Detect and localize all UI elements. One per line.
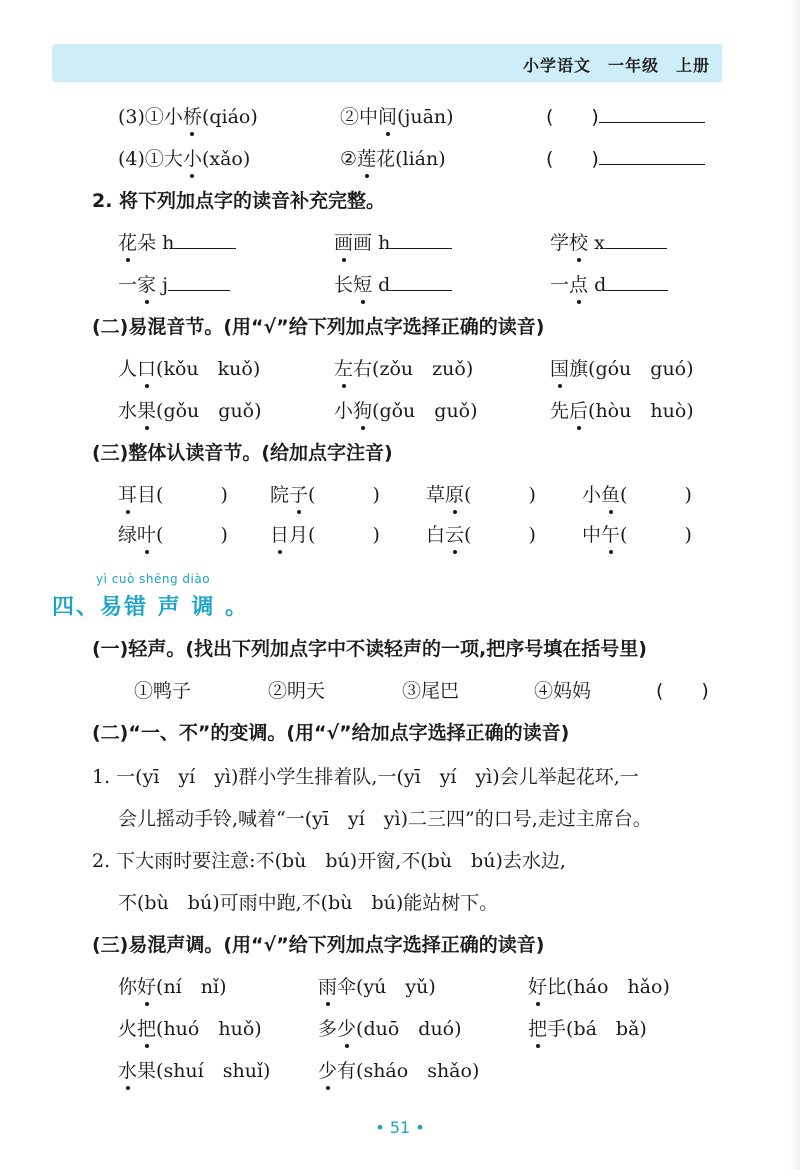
s3-item[interactable]: 中午( ) (582, 520, 692, 547)
s2-item[interactable]: 左右(zǒu zuǒ) (334, 354, 473, 381)
s2-item[interactable]: 先后(hòu huò) (550, 396, 694, 423)
t3-title: (三)易混声调。(用“√”给下列加点字选择正确的读音) (92, 934, 545, 956)
s3-item[interactable]: 草原( ) (426, 480, 536, 507)
t2-title: (二)“一、不”的变调。(用“√”给加点字选择正确的读音) (92, 722, 570, 744)
q2-item[interactable]: 长短 d (334, 270, 452, 297)
q2-item[interactable]: 画画 h (334, 228, 452, 255)
s2-item[interactable]: 国旗(góu guó) (550, 354, 694, 381)
s3-item[interactable]: 绿叶( ) (118, 520, 228, 547)
t3-item[interactable]: 你好(ní nǐ) (118, 972, 226, 999)
row3-item-b: ②中间(juān) (340, 102, 454, 129)
page-number: • 51 • (375, 1118, 425, 1137)
s3-item[interactable]: 白云( ) (426, 520, 536, 547)
page-edge-shadow (790, 0, 800, 1170)
q2-item[interactable]: 一家 j (118, 270, 230, 297)
t1-title: (一)轻声。(找出下列加点字中不读轻声的一项,把序号填在括号里) (92, 638, 647, 660)
row4-item-a: (4)①大小(xǎo) (118, 144, 250, 171)
s3-item[interactable]: 院子( ) (270, 480, 380, 507)
t3-item[interactable]: 好比(háo hǎo) (528, 972, 670, 999)
header-bar (52, 44, 722, 82)
t3-item[interactable]: 多少(duō duó) (318, 1014, 462, 1041)
q2-item[interactable]: 一点 d (550, 270, 668, 297)
row4-item-b: ②莲花(lián) (340, 144, 446, 171)
s2-item[interactable]: 小狗(gǒu guǒ) (334, 396, 478, 423)
t3-item[interactable]: 水果(shuí shuǐ) (118, 1056, 270, 1083)
t3-item[interactable]: 火把(huó huǒ) (118, 1014, 262, 1041)
section2-title: (二)易混音节。(用“√”给下列加点字选择正确的读音) (92, 316, 545, 338)
t2-line[interactable]: 1. 一(yī yí yì)群小学生排着队,一(yī yí yì)会儿举起花环,一 (92, 766, 639, 788)
section4-title: 四、易错 声 调 。 (52, 595, 249, 620)
s3-item[interactable]: 耳目( ) (118, 480, 228, 507)
t1-answer[interactable]: ( ) (656, 680, 709, 702)
q2-item[interactable]: 花朵 h (118, 228, 236, 255)
header-title: 小学语文 一年级 上册 (522, 56, 710, 75)
t3-item[interactable]: 把手(bá bǎ) (528, 1014, 647, 1041)
t2-line[interactable]: 不(bù bú)可雨中跑,不(bù bú)能站树下。 (118, 892, 499, 914)
t3-item[interactable]: 雨伞(yú yǔ) (318, 972, 436, 999)
t1-option: ④妈妈 (534, 680, 592, 702)
t1-option: ③尾巴 (402, 680, 460, 702)
section4-pinyin: yì cuò shēng diào (96, 572, 211, 586)
s3-item[interactable]: 日月( ) (270, 520, 380, 547)
row4-answer[interactable]: ( ) (546, 144, 705, 171)
s2-item[interactable]: 水果(gǒu guǒ) (118, 396, 262, 423)
s2-item[interactable]: 人口(kǒu kuǒ) (118, 354, 260, 381)
t1-option: ②明天 (268, 680, 326, 702)
row3-item-a: (3)①小桥(qiáo) (118, 102, 258, 129)
t3-item[interactable]: 少有(sháo shǎo) (318, 1056, 479, 1083)
q2-title: 2. 将下列加点字的读音补充完整。 (92, 190, 386, 212)
s3-item[interactable]: 小鱼( ) (582, 480, 692, 507)
section3-title: (三)整体认读音节。(给加点字注音) (92, 442, 393, 464)
t2-line[interactable]: 会儿摇动手铃,喊着“一(yī yí yì)二三四”的口号,走过主席台。 (118, 808, 652, 830)
t2-line[interactable]: 2. 下大雨时要注意:不(bù bú)开窗,不(bù bú)去水边, (92, 850, 566, 872)
q2-item[interactable]: 学校 x (550, 228, 667, 255)
t1-option: ①鸭子 (134, 680, 192, 702)
row3-answer[interactable]: ( ) (546, 102, 705, 129)
